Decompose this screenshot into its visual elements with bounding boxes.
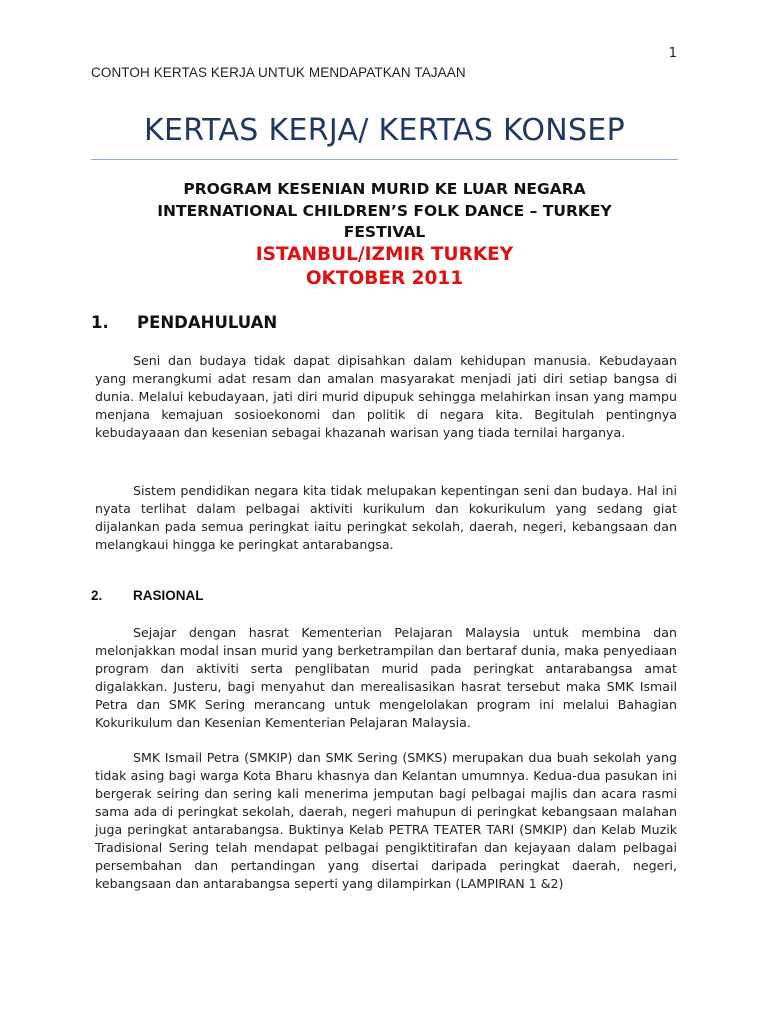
title-divider (91, 159, 678, 160)
section-heading-pendahuluan (91, 313, 277, 332)
event-location: ISTANBUL/IZMIR TURKEY (255, 244, 514, 265)
paragraph-rasional-1: Sejajar dengan hasrat Kementerian Pelajaran Malaysia untuk membina dan melonjakkan modal insan murid yang berketrampilan dan bertaraf dunia, maka penyediaan program dan aktiviti serta penglibatan murid pada peringkat antarabangsa amat digalakkan. Justeru, bagi menyahut dan merealisasikan hasrat tersebut maka SMK Ismail Petra dan SMK Sering merancang untuk mengelolakan program ini melalui Bahagian Kokurikulum dan Kesenian Kementerian Pelajaran Malaysia. (95, 625, 677, 730)
document-header: CONTOH KERTAS KERJA UNTUK MENDAPATKAN TAJAAN (91, 65, 466, 80)
section-number: 1. (91, 313, 109, 332)
section-title: PENDAHULUAN (137, 313, 278, 332)
program-subtitle-line-1: PROGRAM KESENIAN MURID KE LUAR NEGARA (183, 180, 586, 198)
section-title: RASIONAL (133, 588, 204, 603)
document-title: KERTAS KERJA/ KERTAS KONSEP (143, 113, 625, 148)
event-date: OKTOBER 2011 (305, 268, 464, 289)
page-number: 1 (668, 46, 677, 61)
paragraph-pendahuluan-2: Sistem pendidikan negara kita tidak melupakan kepentingan seni dan budaya. Hal ini nyata terlihat dalam pelbagai aktiviti kurikulum dan kokurikulum yang sedang giat dijalankan pada semua peringkat iaitu peringkat sekolah, daerah, negeri, kebangsaan dan melangkaui hingga ke peringkat antarabangsa. (95, 483, 677, 552)
section-number: 2. (91, 588, 103, 603)
section-heading-rasional (91, 588, 204, 603)
program-subtitle-line-2: INTERNATIONAL CHILDREN’S FOLK DANCE – TURKEY (157, 202, 612, 220)
paragraph-rasional-2: SMK Ismail Petra (SMKIP) dan SMK Sering (SMKS) merupakan dua buah sekolah yang tidak asing bagi warga Kota Bharu khasnya dan Kelantan umumnya. Kedua-dua pasukan ini bergerak seiring dan sering kali menerima jemputan bagi pelbagai majlis dan acara rasmi sama ada di peringkat sekolah, daerah, negeri mahupun di peringkat kebangsaan malahan juga peringkat antarabangsa. Buktinya Kelab PETRA TEATER TARI (SMKIP) dan Kelab Muzik Tradisional Sering telah mendapat pelbagai pengiktitirafan dan kejayaan dalam pelbagai persembahan dan pertandingan yang disertai daripada peringkat daerah, negeri, kebangsaan dan antarabangsa seperti yang dilampirkan (LAMPIRAN 1 &2) (95, 750, 677, 891)
paragraph-pendahuluan-1: Seni dan budaya tidak dapat dipisahkan dalam kehidupan manusia. Kebudayaan yang merangkumi adat resam dan amalan masyarakat menjadi jati diri setiap bangsa di dunia. Melalui kebudayaan, jati diri murid dipupuk sehingga melahirkan insan yang mampu menjana kemajuan sosioekonomi dan politik di negara kita. Begitulah pentingnya kebudayaaan dan kesenian sebagai khazanah warisan yang tiada ternilai harganya. (95, 353, 677, 440)
program-subtitle-line-3: FESTIVAL (343, 223, 426, 241)
